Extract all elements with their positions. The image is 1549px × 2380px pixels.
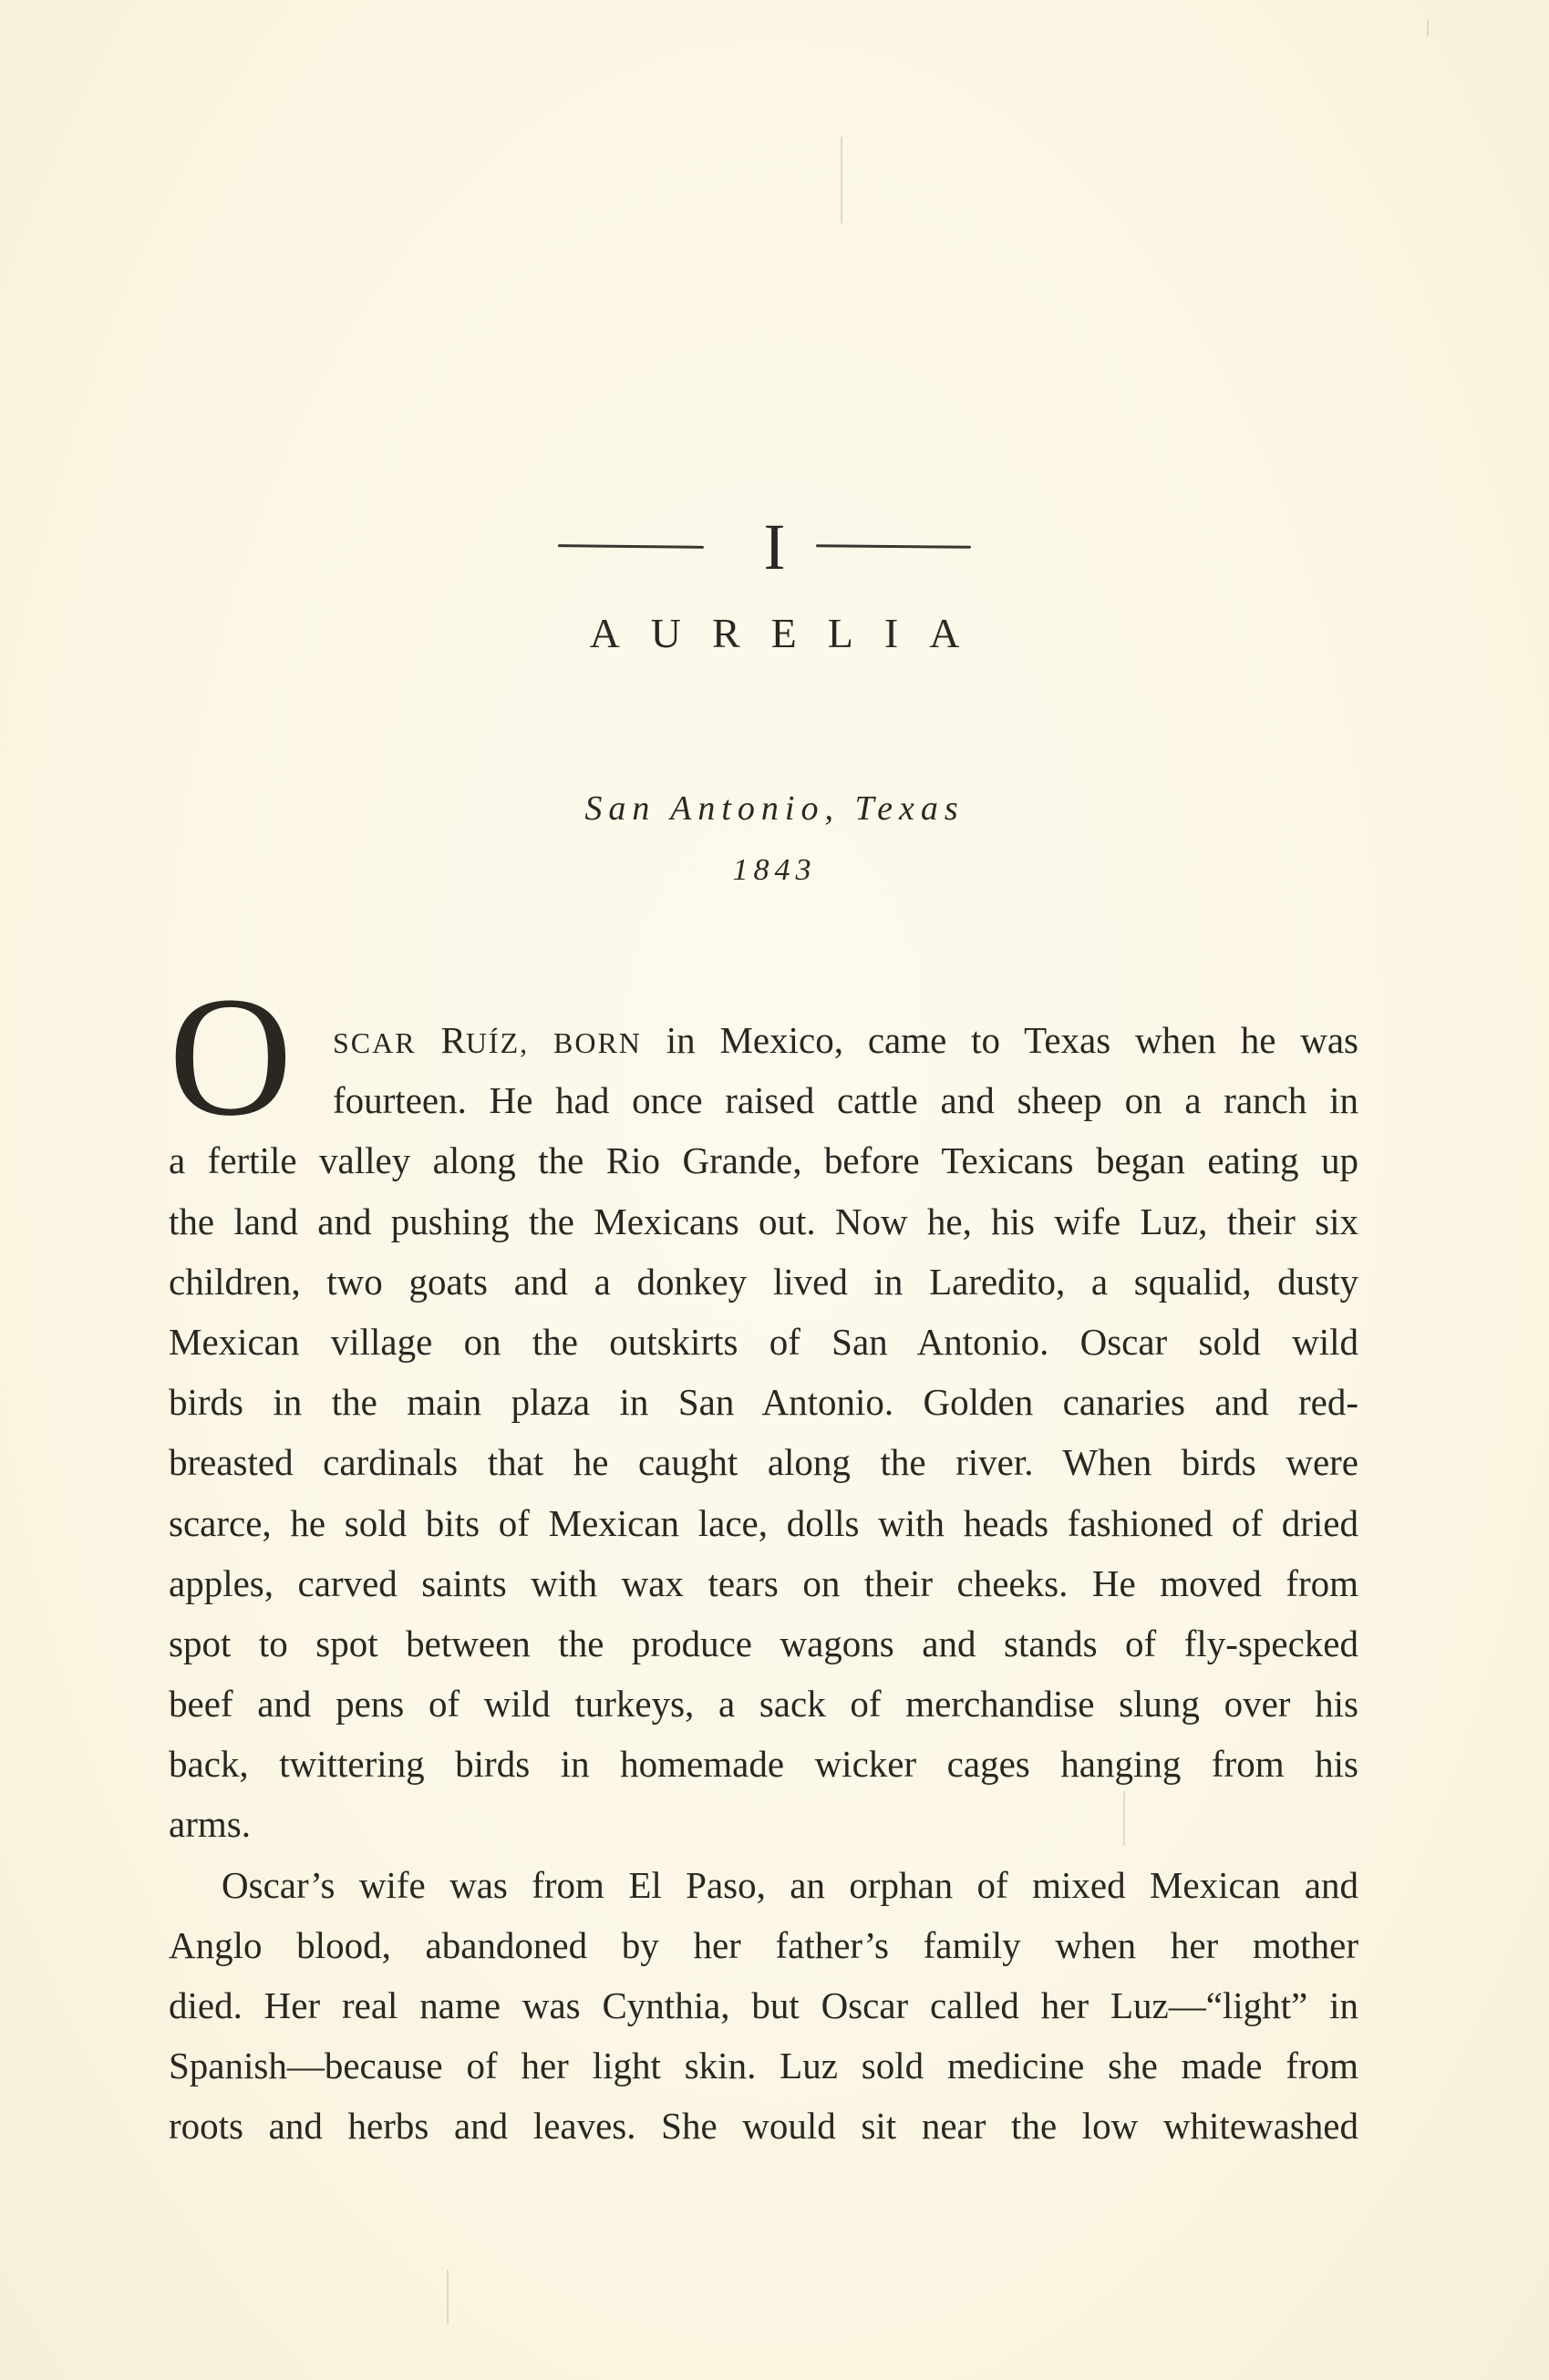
text-line: breasted cardinals that he caught along the river. When birds were xyxy=(169,1441,1358,1484)
text-line: died. Her real name was Cynthia, but Oscar called her Luz—“light” in xyxy=(169,1984,1358,2026)
text-line: apples, carved saints with wax tears on their cheeks. He moved from xyxy=(169,1561,1358,1604)
text-line: the land and pushing the Mexicans out. Now he, his wife Luz, their six xyxy=(169,1200,1358,1242)
paper-mark xyxy=(1427,20,1429,36)
text-line: arms. xyxy=(169,1803,251,1846)
text-line: back, twittering birds in homemade wicker cages hanging from his xyxy=(169,1743,1358,1786)
first-line-rest: in Mexico, came to Texas when he was xyxy=(641,1019,1359,1061)
chapter-place: San Antonio, Texas xyxy=(584,789,965,828)
small-caps-born: BORN xyxy=(552,1026,642,1059)
chapter-title: AURELIA xyxy=(589,610,991,656)
text-line: scarce, he sold bits of Mexican lace, dolls with heads fashioned of dried xyxy=(169,1501,1358,1544)
small-caps-ruiz: UÍZ xyxy=(465,1026,521,1059)
text-line: spot to spot between the produce wagons and stands of fly-specked xyxy=(169,1622,1358,1664)
body-text xyxy=(169,1010,1358,2157)
paper-mark xyxy=(841,137,842,223)
text-line: children, two goats and a donkey lived in Laredito, a squalid, dusty xyxy=(169,1260,1358,1303)
paper-mark xyxy=(1123,1791,1125,1846)
text-line: Oscar’s wife was from El Paso, an orphan of mixed Mexican and xyxy=(222,1863,1358,1906)
chapter-ornament xyxy=(0,510,1549,583)
name-cap: R xyxy=(440,1019,466,1061)
text-line: Mexican village on the outskirts of San Antonio. Oscar sold wild xyxy=(169,1320,1358,1363)
text-line: fourteen. He had once raised cattle and sheep on a ranch in xyxy=(333,1079,1358,1122)
text-line-1: SCAR RUÍZ, BORN in Mexico, came to Texas when he was xyxy=(333,1019,1359,1061)
chapter-year: 1843 xyxy=(732,853,817,887)
drop-cap: O xyxy=(169,961,293,1151)
small-caps-oscar: SCAR xyxy=(333,1026,417,1059)
chapter-numeral: I xyxy=(763,510,786,583)
text-line: beef and pens of wild turkeys, a sack of merchandise slung over his xyxy=(169,1683,1358,1726)
paper-mark xyxy=(447,2270,449,2324)
text-line: birds in the main plaza in San Antonio. Golden canaries and red- xyxy=(169,1381,1358,1424)
text-line: Spanish—because of her light skin. Luz sold medicine she made from xyxy=(169,2045,1358,2087)
text-line: a fertile valley along the Rio Grande, before Texicans began eating up xyxy=(169,1139,1358,1182)
text-line: Anglo blood, abandoned by her father’s family when her mother xyxy=(169,1923,1358,1966)
text-line: roots and herbs and leaves. She would sit near the low whitewashed xyxy=(169,2105,1358,2148)
